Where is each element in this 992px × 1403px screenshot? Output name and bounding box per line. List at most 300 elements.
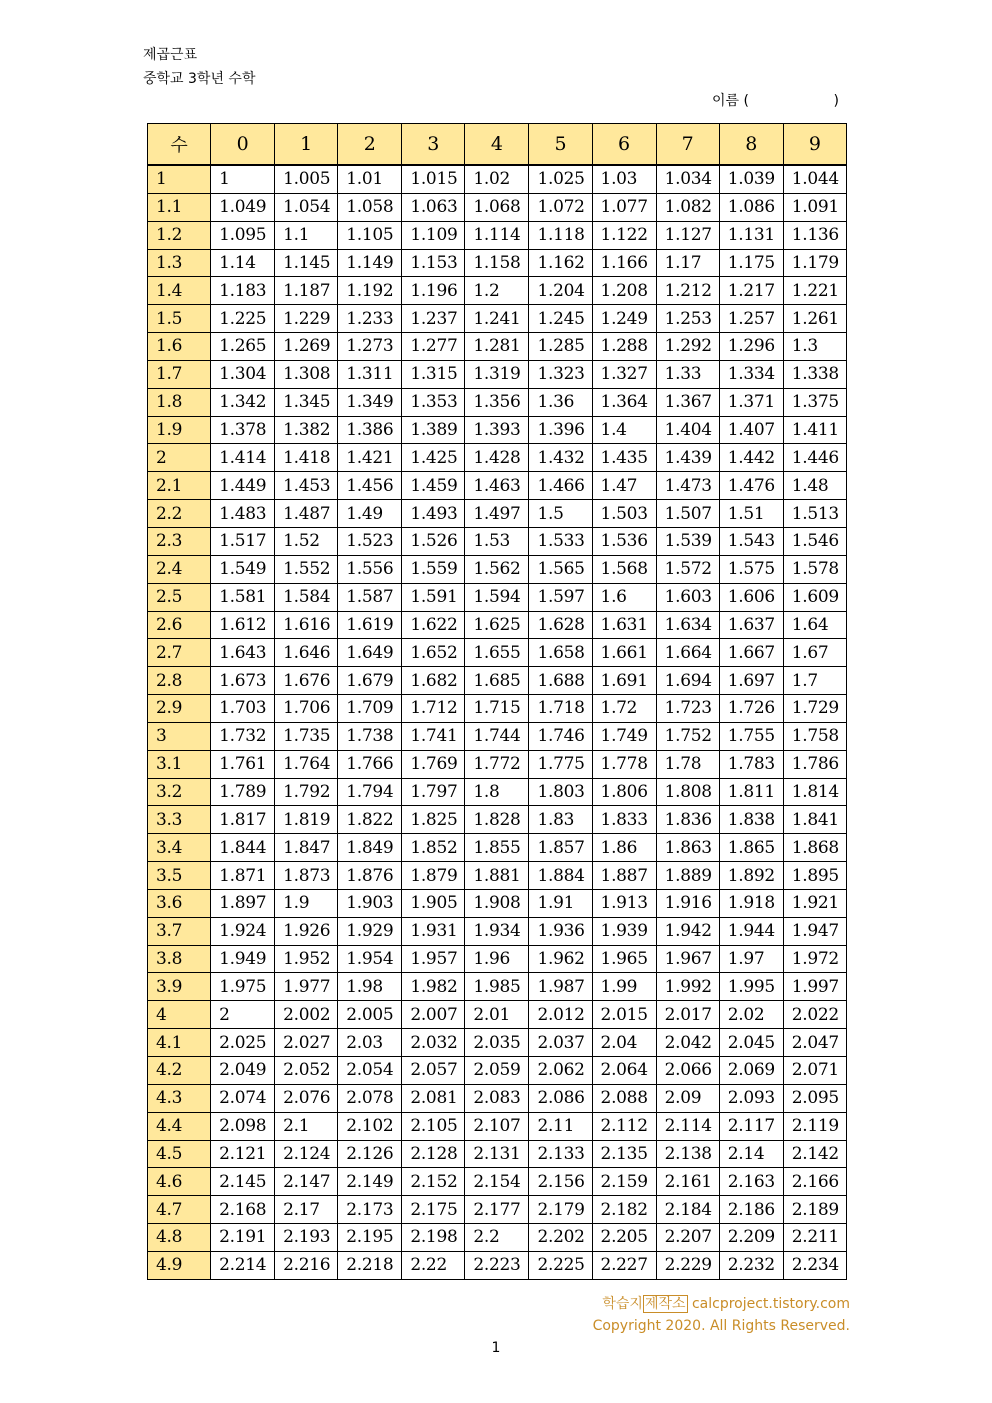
table-cell: 1.897 — [211, 889, 275, 917]
table-cell: 2.098 — [211, 1112, 275, 1140]
table-cell: 1.738 — [338, 722, 402, 750]
table-row — [148, 862, 847, 890]
table-cell: 1.183 — [211, 277, 275, 305]
table-cell: 1.667 — [719, 639, 783, 667]
table-cell: 1.131 — [719, 221, 783, 249]
table-cell: 2.035 — [465, 1029, 529, 1057]
table-cell: 2.074 — [211, 1084, 275, 1112]
table-cell: 1.375 — [783, 388, 846, 416]
table-cell: 1.058 — [338, 193, 402, 221]
table-cell: 1.947 — [783, 917, 846, 945]
table-cell: 1.068 — [465, 193, 529, 221]
table-cell: 2.207 — [656, 1224, 719, 1252]
row-header: 2 — [148, 444, 211, 472]
table-cell: 2.175 — [402, 1196, 465, 1224]
table-cell: 1.664 — [656, 639, 719, 667]
table-cell: 1.568 — [592, 555, 656, 583]
table-cell: 1.934 — [465, 917, 529, 945]
table-cell: 1.432 — [529, 444, 592, 472]
page-number: 1 — [491, 1340, 501, 1356]
table-cell: 1.78 — [656, 750, 719, 778]
table-cell: 1.192 — [338, 277, 402, 305]
row-header: 4.7 — [148, 1196, 211, 1224]
table-cell: 2.002 — [275, 1001, 338, 1029]
table-cell: 1.855 — [465, 834, 529, 862]
table-cell: 1.025 — [529, 165, 592, 193]
table-cell: 1.631 — [592, 611, 656, 639]
table-cell: 2.01 — [465, 1001, 529, 1029]
table-cell: 2.025 — [211, 1029, 275, 1057]
table-cell: 1.296 — [719, 333, 783, 361]
table-cell: 1.884 — [529, 862, 592, 890]
table-cell: 1.954 — [338, 945, 402, 973]
row-header: 4.3 — [148, 1084, 211, 1112]
table-cell: 1.706 — [275, 695, 338, 723]
name-label: 이름 ( — [712, 93, 749, 109]
table-cell: 1.315 — [402, 360, 465, 388]
table-row — [148, 388, 847, 416]
table-cell: 2.211 — [783, 1224, 846, 1252]
table-cell: 1.261 — [783, 305, 846, 333]
table-cell: 2.09 — [656, 1084, 719, 1112]
table-cell: 1.153 — [402, 249, 465, 277]
table-row — [148, 1029, 847, 1057]
table-row — [148, 1001, 847, 1029]
table-cell: 2.179 — [529, 1196, 592, 1224]
table-cell: 1.552 — [275, 555, 338, 583]
table-cell: 1.591 — [402, 583, 465, 611]
table-row — [148, 806, 847, 834]
table-cell: 1.034 — [656, 165, 719, 193]
table-cell: 1.806 — [592, 778, 656, 806]
table-cell: 1.772 — [465, 750, 529, 778]
table-cell: 2.083 — [465, 1084, 529, 1112]
table-cell: 1.3 — [783, 333, 846, 361]
column-header: 5 — [529, 124, 592, 166]
table-row — [148, 1224, 847, 1252]
table-cell: 1.086 — [719, 193, 783, 221]
table-cell: 1.876 — [338, 862, 402, 890]
table-cell: 2.042 — [656, 1029, 719, 1057]
row-header: 2.3 — [148, 527, 211, 555]
table-cell: 1.077 — [592, 193, 656, 221]
table-cell: 1.8 — [465, 778, 529, 806]
table-cell: 2.005 — [338, 1001, 402, 1029]
table-cell: 2.234 — [783, 1251, 846, 1279]
row-header: 2.6 — [148, 611, 211, 639]
table-cell: 2.198 — [402, 1224, 465, 1252]
table-cell: 1.237 — [402, 305, 465, 333]
table-cell: 1.53 — [465, 527, 529, 555]
table-cell: 2.11 — [529, 1112, 592, 1140]
table-cell: 2.205 — [592, 1224, 656, 1252]
table-cell: 1.503 — [592, 500, 656, 528]
column-header: 7 — [656, 124, 719, 166]
table-cell: 1.634 — [656, 611, 719, 639]
table-cell: 1.456 — [338, 472, 402, 500]
table-cell: 2.107 — [465, 1112, 529, 1140]
table-cell: 1.497 — [465, 500, 529, 528]
table-row — [148, 1112, 847, 1140]
table-cell: 1.51 — [719, 500, 783, 528]
table-row — [148, 416, 847, 444]
table-cell: 1.833 — [592, 806, 656, 834]
table-cell: 2.007 — [402, 1001, 465, 1029]
table-cell: 2.2 — [465, 1224, 529, 1252]
table-cell: 2.057 — [402, 1057, 465, 1085]
table-cell: 1.817 — [211, 806, 275, 834]
table-row — [148, 444, 847, 472]
table-cell: 1.49 — [338, 500, 402, 528]
table-cell: 1.249 — [592, 305, 656, 333]
table-cell: 1.466 — [529, 472, 592, 500]
table-cell: 1.685 — [465, 667, 529, 695]
table-cell: 1.311 — [338, 360, 402, 388]
table-cell: 1.676 — [275, 667, 338, 695]
table-cell: 1.245 — [529, 305, 592, 333]
table-cell: 1.825 — [402, 806, 465, 834]
table-cell: 1.715 — [465, 695, 529, 723]
table-cell: 2.078 — [338, 1084, 402, 1112]
row-header: 4.6 — [148, 1168, 211, 1196]
table-cell: 1.364 — [592, 388, 656, 416]
table-cell: 1.404 — [656, 416, 719, 444]
table-cell: 1.204 — [529, 277, 592, 305]
table-row — [148, 973, 847, 1001]
table-cell: 2.02 — [719, 1001, 783, 1029]
row-header: 1.4 — [148, 277, 211, 305]
table-cell: 1.353 — [402, 388, 465, 416]
row-header: 1.8 — [148, 388, 211, 416]
table-cell: 2.088 — [592, 1084, 656, 1112]
table-cell: 1.778 — [592, 750, 656, 778]
table-cell: 1.17 — [656, 249, 719, 277]
table-cell: 1.386 — [338, 416, 402, 444]
table-cell: 1.697 — [719, 667, 783, 695]
table-cell: 1.421 — [338, 444, 402, 472]
table-cell: 1.871 — [211, 862, 275, 890]
table-cell: 1.889 — [656, 862, 719, 890]
table-cell: 1.196 — [402, 277, 465, 305]
table-cell: 1.127 — [656, 221, 719, 249]
table-cell: 1.229 — [275, 305, 338, 333]
table-cell: 1.166 — [592, 249, 656, 277]
table-cell: 1.819 — [275, 806, 338, 834]
table-cell: 1.892 — [719, 862, 783, 890]
table-cell: 1.766 — [338, 750, 402, 778]
table-cell: 2.022 — [783, 1001, 846, 1029]
table-cell: 1.744 — [465, 722, 529, 750]
table-cell: 1.982 — [402, 973, 465, 1001]
table-cell: 1.726 — [719, 695, 783, 723]
table-cell: 1.931 — [402, 917, 465, 945]
table-cell: 1.14 — [211, 249, 275, 277]
table-cell: 1.836 — [656, 806, 719, 834]
table-cell: 2.015 — [592, 1001, 656, 1029]
table-cell: 1.863 — [656, 834, 719, 862]
table-cell: 1.755 — [719, 722, 783, 750]
table-row — [148, 834, 847, 862]
table-cell: 1.449 — [211, 472, 275, 500]
table-row — [148, 750, 847, 778]
table-cell: 1.587 — [338, 583, 402, 611]
table-cell: 2.071 — [783, 1057, 846, 1085]
table-cell: 1.916 — [656, 889, 719, 917]
table-cell: 1.36 — [529, 388, 592, 416]
row-header: 1.5 — [148, 305, 211, 333]
table-cell: 1.533 — [529, 527, 592, 555]
column-header: 8 — [719, 124, 783, 166]
table-cell: 1.48 — [783, 472, 846, 500]
table-cell: 2.209 — [719, 1224, 783, 1252]
table-cell: 1.241 — [465, 305, 529, 333]
table-cell: 1.703 — [211, 695, 275, 723]
row-header: 1.2 — [148, 221, 211, 249]
table-row — [148, 778, 847, 806]
table-cell: 1.446 — [783, 444, 846, 472]
table-cell: 2.184 — [656, 1196, 719, 1224]
name-close-paren: ) — [833, 93, 839, 109]
table-cell: 1.517 — [211, 527, 275, 555]
row-header: 2.8 — [148, 667, 211, 695]
table-cell: 1.082 — [656, 193, 719, 221]
table-cell: 1.556 — [338, 555, 402, 583]
row-header: 4.5 — [148, 1140, 211, 1168]
table-cell: 1.881 — [465, 862, 529, 890]
table-cell: 1.792 — [275, 778, 338, 806]
row-header: 3 — [148, 722, 211, 750]
table-cell: 2.119 — [783, 1112, 846, 1140]
table-cell: 1.162 — [529, 249, 592, 277]
table-cell: 1.539 — [656, 527, 719, 555]
table-cell: 1.99 — [592, 973, 656, 1001]
row-header: 3.7 — [148, 917, 211, 945]
table-cell: 2.202 — [529, 1224, 592, 1252]
table-row — [148, 305, 847, 333]
row-header: 4.8 — [148, 1224, 211, 1252]
table-cell: 1.435 — [592, 444, 656, 472]
table-cell: 1.908 — [465, 889, 529, 917]
table-cell: 1.308 — [275, 360, 338, 388]
table-cell: 1.913 — [592, 889, 656, 917]
table-cell: 1.483 — [211, 500, 275, 528]
table-cell: 1.4 — [592, 416, 656, 444]
table-cell: 1.122 — [592, 221, 656, 249]
footer-site-link[interactable]: calcproject.tistory.com — [691, 1296, 850, 1312]
column-header: 4 — [465, 124, 529, 166]
table-cell: 1.83 — [529, 806, 592, 834]
table-cell: 1.637 — [719, 611, 783, 639]
table-cell: 2.17 — [275, 1196, 338, 1224]
table-cell: 2.105 — [402, 1112, 465, 1140]
table-cell: 1.453 — [275, 472, 338, 500]
table-cell: 2.14 — [719, 1140, 783, 1168]
table-cell: 1.47 — [592, 472, 656, 500]
table-cell: 2.049 — [211, 1057, 275, 1085]
row-header: 4.9 — [148, 1251, 211, 1279]
table-cell: 2.218 — [338, 1251, 402, 1279]
table-cell: 2.114 — [656, 1112, 719, 1140]
table-cell: 2.186 — [719, 1196, 783, 1224]
table-row — [148, 583, 847, 611]
table-cell: 1.546 — [783, 527, 846, 555]
table-cell: 1.673 — [211, 667, 275, 695]
table-cell: 1.606 — [719, 583, 783, 611]
table-cell: 2 — [211, 1001, 275, 1029]
table-cell: 1.459 — [402, 472, 465, 500]
table-cell: 1.895 — [783, 862, 846, 890]
row-header: 2.4 — [148, 555, 211, 583]
table-cell: 1.879 — [402, 862, 465, 890]
table-cell: 1.794 — [338, 778, 402, 806]
table-cell: 1.015 — [402, 165, 465, 193]
table-row — [148, 722, 847, 750]
table-cell: 1.292 — [656, 333, 719, 361]
table-cell: 1.735 — [275, 722, 338, 750]
table-cell: 1.396 — [529, 416, 592, 444]
table-cell: 1.549 — [211, 555, 275, 583]
table-cell: 1.407 — [719, 416, 783, 444]
table-cell: 1.02 — [465, 165, 529, 193]
table-cell: 2.037 — [529, 1029, 592, 1057]
column-header: 수 — [148, 124, 211, 166]
table-row — [148, 193, 847, 221]
table-cell: 1.054 — [275, 193, 338, 221]
row-header: 2.5 — [148, 583, 211, 611]
table-cell: 1.049 — [211, 193, 275, 221]
table-cell: 1.7 — [783, 667, 846, 695]
table-cell: 1.942 — [656, 917, 719, 945]
table-cell: 1.939 — [592, 917, 656, 945]
table-cell: 1.473 — [656, 472, 719, 500]
table-cell: 1.439 — [656, 444, 719, 472]
table-cell: 1.857 — [529, 834, 592, 862]
table-cell: 1.233 — [338, 305, 402, 333]
table-cell: 2.012 — [529, 1001, 592, 1029]
table-cell: 1.603 — [656, 583, 719, 611]
table-cell: 1.786 — [783, 750, 846, 778]
table-row — [148, 555, 847, 583]
table-cell: 1.852 — [402, 834, 465, 862]
table-cell: 1.921 — [783, 889, 846, 917]
table-cell: 1.646 — [275, 639, 338, 667]
table-row — [148, 360, 847, 388]
row-header: 3.6 — [148, 889, 211, 917]
table-cell: 2.027 — [275, 1029, 338, 1057]
row-header: 1.9 — [148, 416, 211, 444]
row-header: 4.4 — [148, 1112, 211, 1140]
table-cell: 2.062 — [529, 1057, 592, 1085]
table-cell: 1.304 — [211, 360, 275, 388]
row-header: 1.6 — [148, 333, 211, 361]
table-cell: 2.216 — [275, 1251, 338, 1279]
row-header: 4.2 — [148, 1057, 211, 1085]
table-cell: 1.97 — [719, 945, 783, 973]
table-cell: 2.126 — [338, 1140, 402, 1168]
table-cell: 1.712 — [402, 695, 465, 723]
table-cell: 1.622 — [402, 611, 465, 639]
table-cell: 2.168 — [211, 1196, 275, 1224]
row-header: 3.2 — [148, 778, 211, 806]
table-cell: 1.005 — [275, 165, 338, 193]
table-cell: 1.723 — [656, 695, 719, 723]
table-cell: 1.208 — [592, 277, 656, 305]
table-cell: 1.072 — [529, 193, 592, 221]
table-cell: 1.584 — [275, 583, 338, 611]
table-row — [148, 695, 847, 723]
table-cell: 2.161 — [656, 1168, 719, 1196]
table-cell: 1.803 — [529, 778, 592, 806]
table-cell: 1.145 — [275, 249, 338, 277]
column-header: 6 — [592, 124, 656, 166]
table-cell: 2.145 — [211, 1168, 275, 1196]
table-cell: 2.081 — [402, 1084, 465, 1112]
table-cell: 1.487 — [275, 500, 338, 528]
table-cell: 1.746 — [529, 722, 592, 750]
table-cell: 1.661 — [592, 639, 656, 667]
table-cell: 1.136 — [783, 221, 846, 249]
row-header: 3.1 — [148, 750, 211, 778]
table-row — [148, 1168, 847, 1196]
table-cell: 1.6 — [592, 583, 656, 611]
table-cell: 1.957 — [402, 945, 465, 973]
footer-brand-boxed: 제작소 — [644, 1296, 686, 1312]
table-cell: 1.822 — [338, 806, 402, 834]
table-cell: 2.128 — [402, 1140, 465, 1168]
table-cell: 1.609 — [783, 583, 846, 611]
table-cell: 2.102 — [338, 1112, 402, 1140]
column-header: 9 — [783, 124, 846, 166]
table-cell: 1.64 — [783, 611, 846, 639]
table-row — [148, 889, 847, 917]
table-cell: 2.142 — [783, 1140, 846, 1168]
table-cell: 1.575 — [719, 555, 783, 583]
table-cell: 1.98 — [338, 973, 402, 1001]
table-cell: 1.327 — [592, 360, 656, 388]
table-cell: 1.612 — [211, 611, 275, 639]
table-cell: 1.442 — [719, 444, 783, 472]
row-header: 3.5 — [148, 862, 211, 890]
table-cell: 2.066 — [656, 1057, 719, 1085]
table-cell: 1.873 — [275, 862, 338, 890]
table-cell: 1.212 — [656, 277, 719, 305]
table-cell: 1.414 — [211, 444, 275, 472]
table-cell: 1.371 — [719, 388, 783, 416]
table-cell: 1.905 — [402, 889, 465, 917]
table-cell: 1.992 — [656, 973, 719, 1001]
table-cell: 1.91 — [529, 889, 592, 917]
table-cell: 1.594 — [465, 583, 529, 611]
table-cell: 1.175 — [719, 249, 783, 277]
table-cell: 2.177 — [465, 1196, 529, 1224]
table-cell: 1.729 — [783, 695, 846, 723]
table-cell: 1.847 — [275, 834, 338, 862]
table-cell: 1.987 — [529, 973, 592, 1001]
table-cell: 2.214 — [211, 1251, 275, 1279]
table-cell: 2.193 — [275, 1224, 338, 1252]
table-cell: 1.225 — [211, 305, 275, 333]
table-cell: 1.652 — [402, 639, 465, 667]
table-cell: 1.865 — [719, 834, 783, 862]
table-cell: 1.559 — [402, 555, 465, 583]
table-cell: 1.764 — [275, 750, 338, 778]
table-cell: 1.811 — [719, 778, 783, 806]
table-cell: 2.189 — [783, 1196, 846, 1224]
table-cell: 2.131 — [465, 1140, 529, 1168]
table-cell: 1.52 — [275, 527, 338, 555]
table-row — [148, 500, 847, 528]
table-row — [148, 165, 847, 193]
